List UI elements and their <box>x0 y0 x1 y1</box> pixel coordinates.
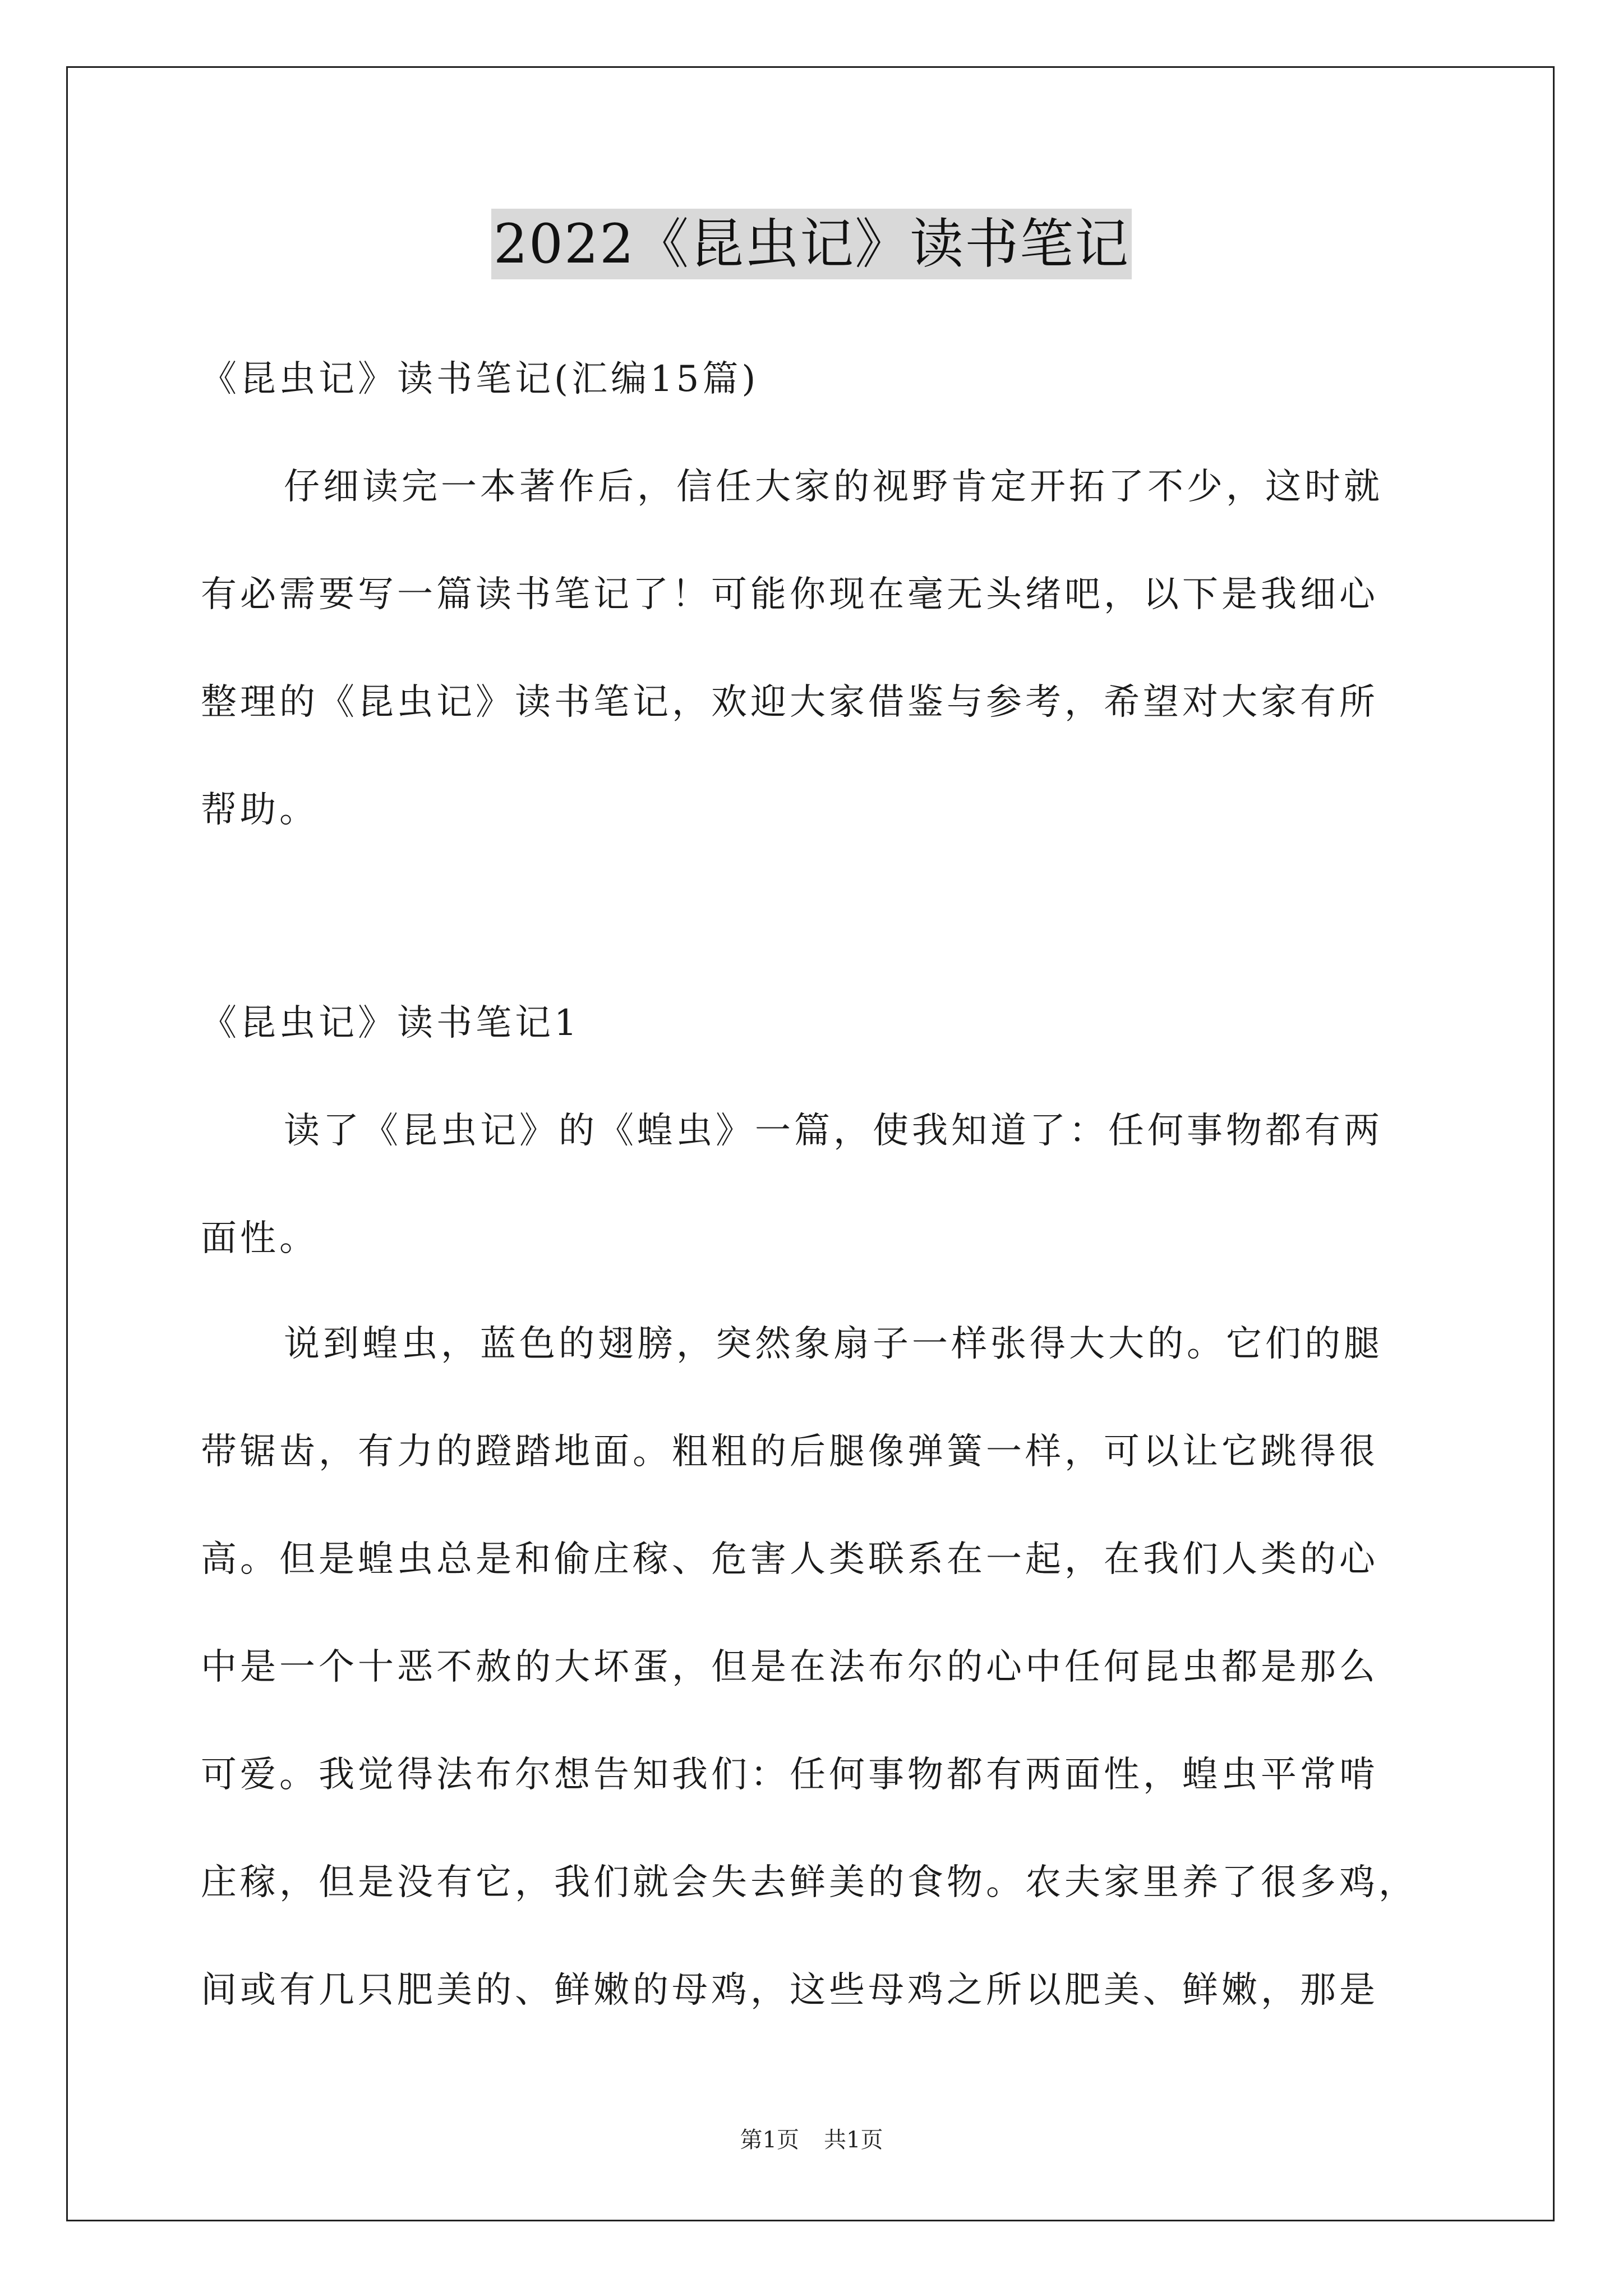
paragraph-line: 中是一个十恶不赦的大坏蛋，但是在法布尔的心中任何昆虫都是那么 <box>201 1646 1378 1688</box>
paragraph-line: 面性。 <box>201 1218 319 1259</box>
paragraph-line: 间或有几只肥美的、鲜嫩的母鸡，这些母鸡之所以肥美、鲜嫩，那是 <box>201 1970 1378 2011</box>
title-container <box>0 209 1623 279</box>
intro-line: 帮助。 <box>201 789 319 831</box>
page-number: 第1页 <box>740 2127 799 2153</box>
page-total: 共1页 <box>824 2127 883 2153</box>
section-heading: 《昆虫记》读书笔记1 <box>201 1002 580 1044</box>
intro-line: 仔细读完一本著作后，信任大家的视野肯定开拓了不少，这时就 <box>284 466 1383 508</box>
paragraph-line: 说到蝗虫，蓝色的翅膀，突然象扇子一样张得大大的。它们的腿 <box>284 1323 1383 1365</box>
paragraph-line: 高。但是蝗虫总是和偷庄稼、危害人类联系在一起，在我们人类的心 <box>201 1539 1378 1580</box>
intro-line: 整理的《昆虫记》读书笔记，欢迎大家借鉴与参考，希望对大家有所 <box>201 682 1378 723</box>
page-footer <box>0 2126 1623 2154</box>
paragraph-line: 读了《昆虫记》的《蝗虫》一篇，使我知道了：任何事物都有两 <box>284 1110 1383 1152</box>
paragraph-line: 可爱。我觉得法布尔想告知我们：任何事物都有两面性，蝗虫平常啃 <box>201 1754 1378 1796</box>
document-title: 2022《昆虫记》读书笔记 <box>491 209 1132 279</box>
intro-line: 有必需要写一篇读书笔记了！可能你现在毫无头绪吧，以下是我细心 <box>201 574 1378 615</box>
paragraph-line: 庄稼，但是没有它，我们就会失去鲜美的食物。农夫家里养了很多鸡， <box>201 1862 1418 1903</box>
document-subtitle: 《昆虫记》读书笔记(汇编15篇) <box>201 358 759 400</box>
paragraph-line: 带锯齿，有力的蹬踏地面。粗粗的后腿像弹簧一样，可以让它跳得很 <box>201 1431 1378 1473</box>
